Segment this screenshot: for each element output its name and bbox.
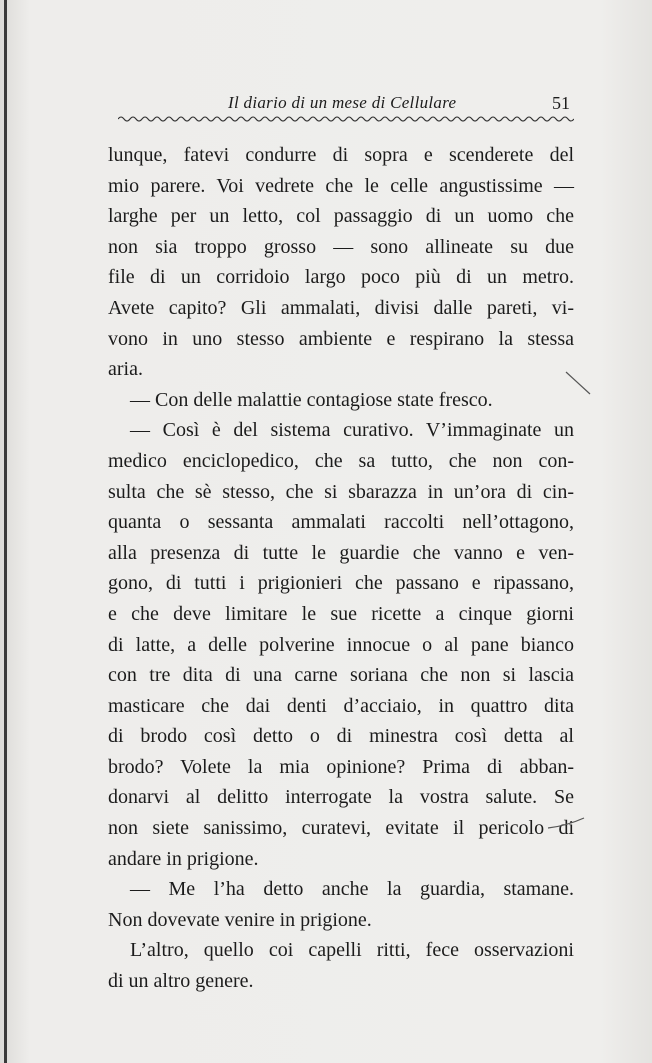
text-line: medico enciclopedico, che sa tutto, che non con- [108,449,574,472]
text-line: alla presenza di tutte le guardie che vanno e ven- [108,541,574,564]
text-line: non sia troppo grosso — sono allineate su due [108,235,574,258]
text-line: di un altro genere. [108,970,254,993]
pencil-mark [546,812,590,832]
text-line: aria. [108,358,143,381]
text-line: Non dovevate venire in prigione. [108,908,372,931]
text-line: di brodo così detto o di minestra così detta al [108,725,574,748]
text-line: L’altro, quello coi capelli ritti, fece osservazioni [130,939,574,962]
text-line: gono, di tutti i prigionieri che passano e ripassano, [108,572,574,595]
text-line: vono in uno stesso ambiente e respirano la stessa [108,327,574,350]
text-line: mio parere. Voi vedrete che le celle angustissime — [108,174,574,197]
text-line: file di un corridoio largo poco più di un metro. [108,266,574,289]
running-title: Il diario di un mese di Cellulare [228,93,457,112]
text-line: andare in prigione. [108,847,259,870]
text-line: e che deve limitare le sue ricette a cinque giorni [108,602,574,625]
text-line: lunque, fatevi condurre di sopra e scenderete del [108,144,574,166]
page-number: 51 [552,93,570,113]
text-line: — Me l’ha detto anche la guardia, stamane. [130,878,574,901]
text-line: — Con delle malattie contagiose state fresco. [130,388,493,411]
body-text [108,140,574,997]
text-line: masticare che dai denti d’acciaio, in quattro dita [108,694,574,717]
text-line: quanta o sessanta ammalati raccolti nell’ottagono, [108,511,574,534]
page-binding-edge [4,0,7,1063]
text-line: non siete sanissimo, curatevi, evitate il pericolo di [108,817,574,840]
text-line: larghe per un letto, col passaggio di un uomo che [108,205,574,228]
pencil-mark [560,368,600,398]
text-line: sulta che sè stesso, che si sbarazza in un’ora di cin- [108,480,574,503]
text-line: con tre dita di una carne soriana che non si lascia [108,664,574,687]
text-line: donarvi al delitto interrogate la vostra salute. Se [108,786,574,809]
text-line: brodo? Volete la mia opinione? Prima di abban- [108,755,574,778]
text-line: — Così è del sistema curativo. V’immaginate un [130,419,574,442]
text-line: di latte, a delle polverine innocue o al pane bianco [108,633,574,656]
text-line: Avete capito? Gli ammalati, divisi dalle pareti, vi- [108,296,574,319]
wavy-rule-divider [118,112,574,126]
